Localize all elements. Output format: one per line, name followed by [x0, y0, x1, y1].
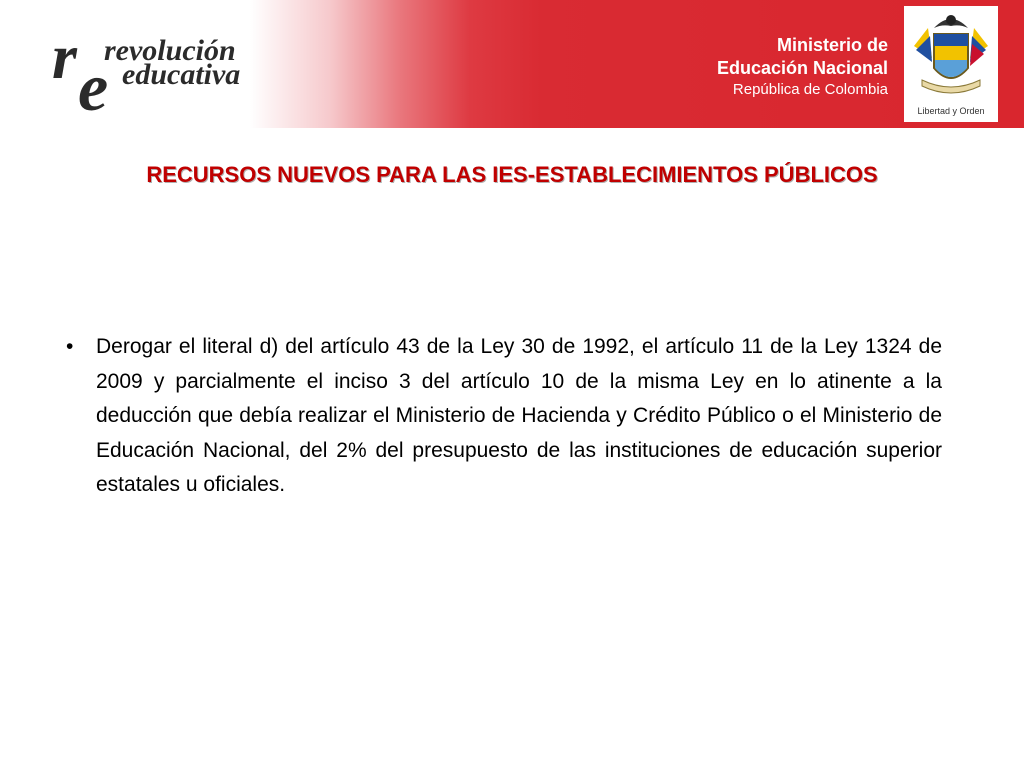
- crest-motto: Libertad y Orden: [917, 106, 985, 116]
- svg-text:r: r: [52, 21, 77, 92]
- svg-text:e: e: [78, 49, 109, 112]
- ministry-line-2: Educación Nacional: [716, 58, 888, 78]
- coat-of-arms-icon: [904, 6, 998, 106]
- coat-of-arms-emblem: [904, 6, 998, 122]
- bullet-list: [66, 330, 942, 503]
- ministry-line-3: República de Colombia: [732, 81, 888, 98]
- logo-word-revolucion: revolución: [104, 34, 236, 67]
- slide-title: RECURSOS NUEVOS PARA LAS IES-ESTABLECIMIENTOS PÚBLICOS: [146, 162, 878, 187]
- bullet-marker: •: [66, 335, 74, 358]
- slide-header: [0, 0, 1024, 128]
- logo-word-educativa: educativa: [122, 58, 241, 91]
- ministry-line-1: Ministerio de: [776, 35, 888, 55]
- bullet-item: Derogar el literal d) del artículo 43 de la Ley 30 de 1992, el artículo 11 de la Ley 1324 de 2009 y parcialmente el inciso 3 del artículo 10 de la misma Ley en lo atinente a la deducción que debía realizar el Ministerio de Hacienda y Crédito Público o el Ministerio de Educación Nacional, del 2% del presupuesto de las instituciones de educación superior estatales u oficiales.: [96, 335, 942, 496]
- revolucion-educativa-logo: [48, 20, 263, 112]
- ministry-name-block: [717, 34, 888, 100]
